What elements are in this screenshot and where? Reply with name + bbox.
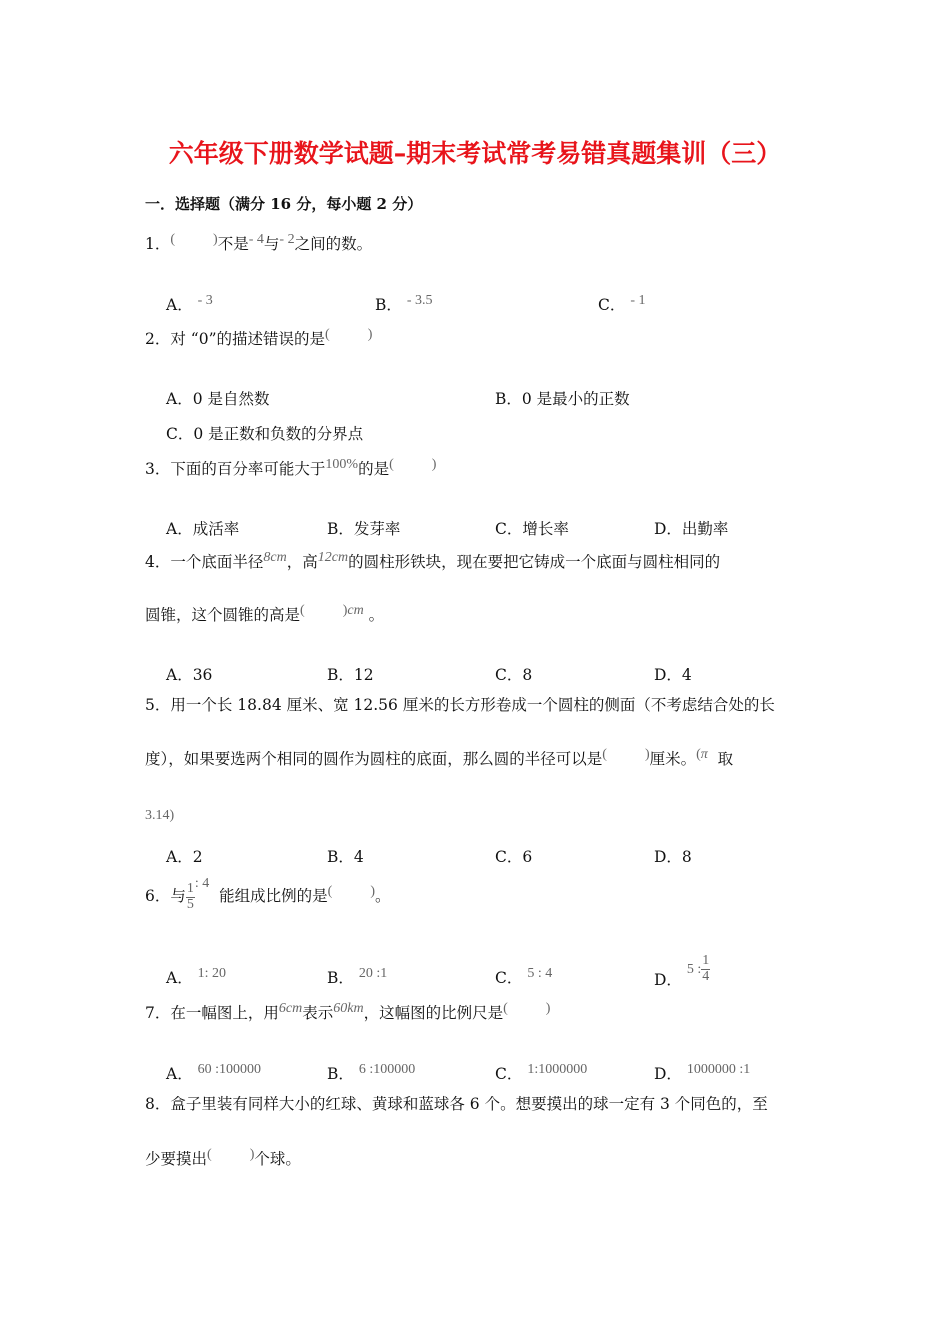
q3-text-2: 的是	[358, 460, 390, 478]
question-6	[145, 876, 391, 912]
q3-text-1: 下面的百分率可能大于	[170, 460, 326, 478]
question-8	[145, 1097, 768, 1113]
q7-text-1: 在一幅图上，用	[170, 1004, 279, 1022]
q6-fraction-den: 5	[186, 896, 194, 912]
q3-math-1: 100%	[325, 457, 359, 472]
q1-option-a-label: A．	[166, 296, 193, 314]
q7-option-d-value: 1000000 :1	[686, 1062, 751, 1077]
q6-text-3: 。	[375, 887, 391, 906]
q7-option-c-label: C．	[495, 1065, 523, 1083]
q6-close: )	[370, 884, 375, 900]
q1-close: )	[213, 232, 218, 247]
q4-math-2: 12cm	[317, 550, 349, 565]
q5-text-4: 取	[717, 750, 734, 768]
q8-text-2: 少要摸出	[145, 1150, 208, 1168]
q6-option-d	[654, 953, 710, 996]
question-3	[145, 457, 437, 478]
q4-text-4: 圆锥，这个圆锥的高是	[145, 606, 301, 624]
q4-text-1: 一个底面半径	[170, 553, 264, 571]
q5-pi-open: (	[696, 747, 701, 762]
q2-option-c: C．0 是正数和负数的分界点	[166, 425, 364, 443]
q5-number: 5．	[145, 696, 171, 714]
q4-text-3: 的圆柱形铁块，现在要把它铸成一个底面与圆柱相同的	[348, 553, 721, 571]
question-1	[145, 232, 373, 253]
q1-option-c-value: - 1	[630, 293, 646, 308]
q4-number: 4．	[145, 553, 171, 571]
q6-option-d-num: 1	[702, 953, 710, 968]
q5-option-b: B．4	[327, 848, 364, 866]
q6-option-d-den: 4	[702, 968, 710, 984]
q4-unit: cm	[347, 603, 364, 618]
q8-text-1: 盒子里装有同样大小的红球、黄球和蓝球各 6 个。想要摸出的球一定有 3 个同色的，至	[170, 1095, 768, 1113]
q5-option-d: D．8	[654, 848, 692, 866]
q7-text-2: 表示	[302, 1004, 334, 1022]
q6-option-d-fraction	[701, 954, 710, 984]
page-title: 六年级下册数学试题–期末考试常考易错真题集训（三）	[168, 139, 782, 168]
q3-open: (	[389, 457, 394, 472]
q7-option-b	[327, 1062, 415, 1084]
q7-number: 7．	[145, 1004, 171, 1022]
q6-fraction	[186, 882, 195, 912]
section-heading: 一．选择题（满分 16 分，每小题 2 分）	[145, 195, 423, 213]
q4-option-a: A．36	[166, 666, 213, 684]
q1-option-a	[166, 293, 213, 315]
q8-number: 8．	[145, 1095, 171, 1113]
q4-text-2: ，高	[286, 553, 318, 571]
q6-option-b	[327, 966, 387, 988]
q1-math-1: - 4	[248, 232, 264, 247]
q7-option-b-label: B．	[327, 1065, 354, 1083]
q4-close: )	[342, 603, 348, 618]
q6-option-b-value: 20 :1	[358, 966, 388, 981]
q1-option-b-label: B．	[375, 296, 402, 314]
q7-option-b-value: 6 :100000	[358, 1062, 416, 1077]
q1-option-c-label: C．	[598, 296, 626, 314]
q1-option-b	[375, 293, 433, 315]
q5-open: (	[602, 747, 607, 762]
q6-option-a-value: 1: 20	[197, 966, 227, 981]
q8-text-3: 个球。	[254, 1150, 301, 1168]
q6-number: 6．	[145, 887, 171, 906]
q3-number: 3．	[145, 460, 171, 478]
q6-option-a	[166, 966, 226, 988]
question-4-line-2	[145, 603, 385, 624]
q5-option-a: A．2	[166, 848, 203, 866]
question-7	[145, 1001, 551, 1022]
q6-option-a-label: A．	[166, 969, 193, 987]
q7-option-d	[654, 1062, 750, 1084]
q1-open: (	[170, 232, 176, 247]
q6-text-1: 与	[170, 887, 186, 906]
q6-option-c-label: C．	[495, 969, 523, 987]
q1-option-a-value: - 3	[197, 293, 213, 308]
q5-pi: π	[700, 747, 708, 762]
q7-option-a	[166, 1062, 261, 1084]
q4-open: (	[300, 603, 305, 618]
q7-close: )	[545, 1001, 551, 1016]
q2-open: (	[325, 327, 330, 342]
question-5-line-2	[145, 747, 734, 768]
q6-fraction-num: 1	[186, 881, 194, 896]
q2-option-a: A．0 是自然数	[166, 390, 270, 408]
q3-option-a: A．成活率	[166, 520, 240, 538]
q7-open: (	[503, 1001, 508, 1016]
q3-option-c: C．增长率	[495, 520, 569, 538]
q6-option-c	[495, 966, 552, 988]
q6-option-c-value: 5 : 4	[527, 966, 553, 981]
q7-option-a-label: A．	[166, 1065, 193, 1083]
q2-number: 2．	[145, 330, 171, 348]
q5-text-3: 厘米。	[649, 750, 697, 768]
question-5	[145, 698, 775, 714]
q1-text-3: 之间的数。	[294, 235, 373, 253]
q4-option-d: D．4	[654, 666, 692, 684]
q3-close: )	[431, 457, 437, 472]
q1-option-c	[598, 293, 645, 315]
q5-text-5: 3.14)	[145, 808, 175, 823]
q4-option-b: B．12	[327, 666, 374, 684]
q7-option-c-value: 1:1000000	[527, 1062, 588, 1077]
q1-number: 1．	[145, 235, 171, 253]
q6-option-d-label: D．	[654, 971, 682, 990]
question-2	[145, 327, 373, 348]
q7-math-1: 6cm	[278, 1001, 303, 1016]
q4-text-5: 。	[368, 606, 385, 624]
q5-text-2: 度），如果要选两个相同的圆作为圆柱的底面，那么圆的半径可以是	[145, 750, 603, 768]
q6-open: (	[327, 884, 333, 900]
q2-option-b: B．0 是最小的正数	[495, 390, 630, 408]
q6-option-d-head: 5 :	[686, 962, 702, 978]
q7-option-c	[495, 1062, 587, 1084]
q6-ratio-tail: : 4	[194, 876, 210, 892]
q2-close: )	[367, 327, 373, 342]
q2-text: 对 “0”的描述错误的是	[170, 330, 326, 348]
q1-text-1: 不是	[217, 235, 249, 253]
q5-text-1: 用一个长 18.84 厘米、宽 12.56 厘米的长方形卷成一个圆柱的侧面（不考虑结合处的长	[170, 696, 775, 714]
q4-math-1: 8cm	[263, 550, 287, 565]
question-4	[145, 550, 721, 571]
q1-option-b-value: - 3.5	[406, 293, 433, 308]
q1-math-2: - 2	[279, 232, 295, 247]
q7-option-a-value: 60 :100000	[197, 1062, 262, 1077]
q8-close: )	[249, 1147, 255, 1162]
q6-option-b-label: B．	[327, 969, 354, 987]
q7-text-3: ，这幅图的比例尺是	[363, 1004, 504, 1022]
q5-option-c: C．6	[495, 848, 533, 866]
question-8-line-2	[145, 1147, 301, 1168]
q7-option-d-label: D．	[654, 1065, 682, 1083]
q6-text-2: 能组成比例的是	[219, 887, 328, 906]
q3-option-b: B．发芽率	[327, 520, 401, 538]
q4-option-c: C．8	[495, 666, 533, 684]
q8-open: (	[207, 1147, 212, 1162]
q5-close: )	[644, 747, 650, 762]
q1-text-2: 与	[263, 235, 280, 253]
q3-option-d: D．出勤率	[654, 520, 729, 538]
q7-math-2: 60km	[333, 1001, 364, 1016]
